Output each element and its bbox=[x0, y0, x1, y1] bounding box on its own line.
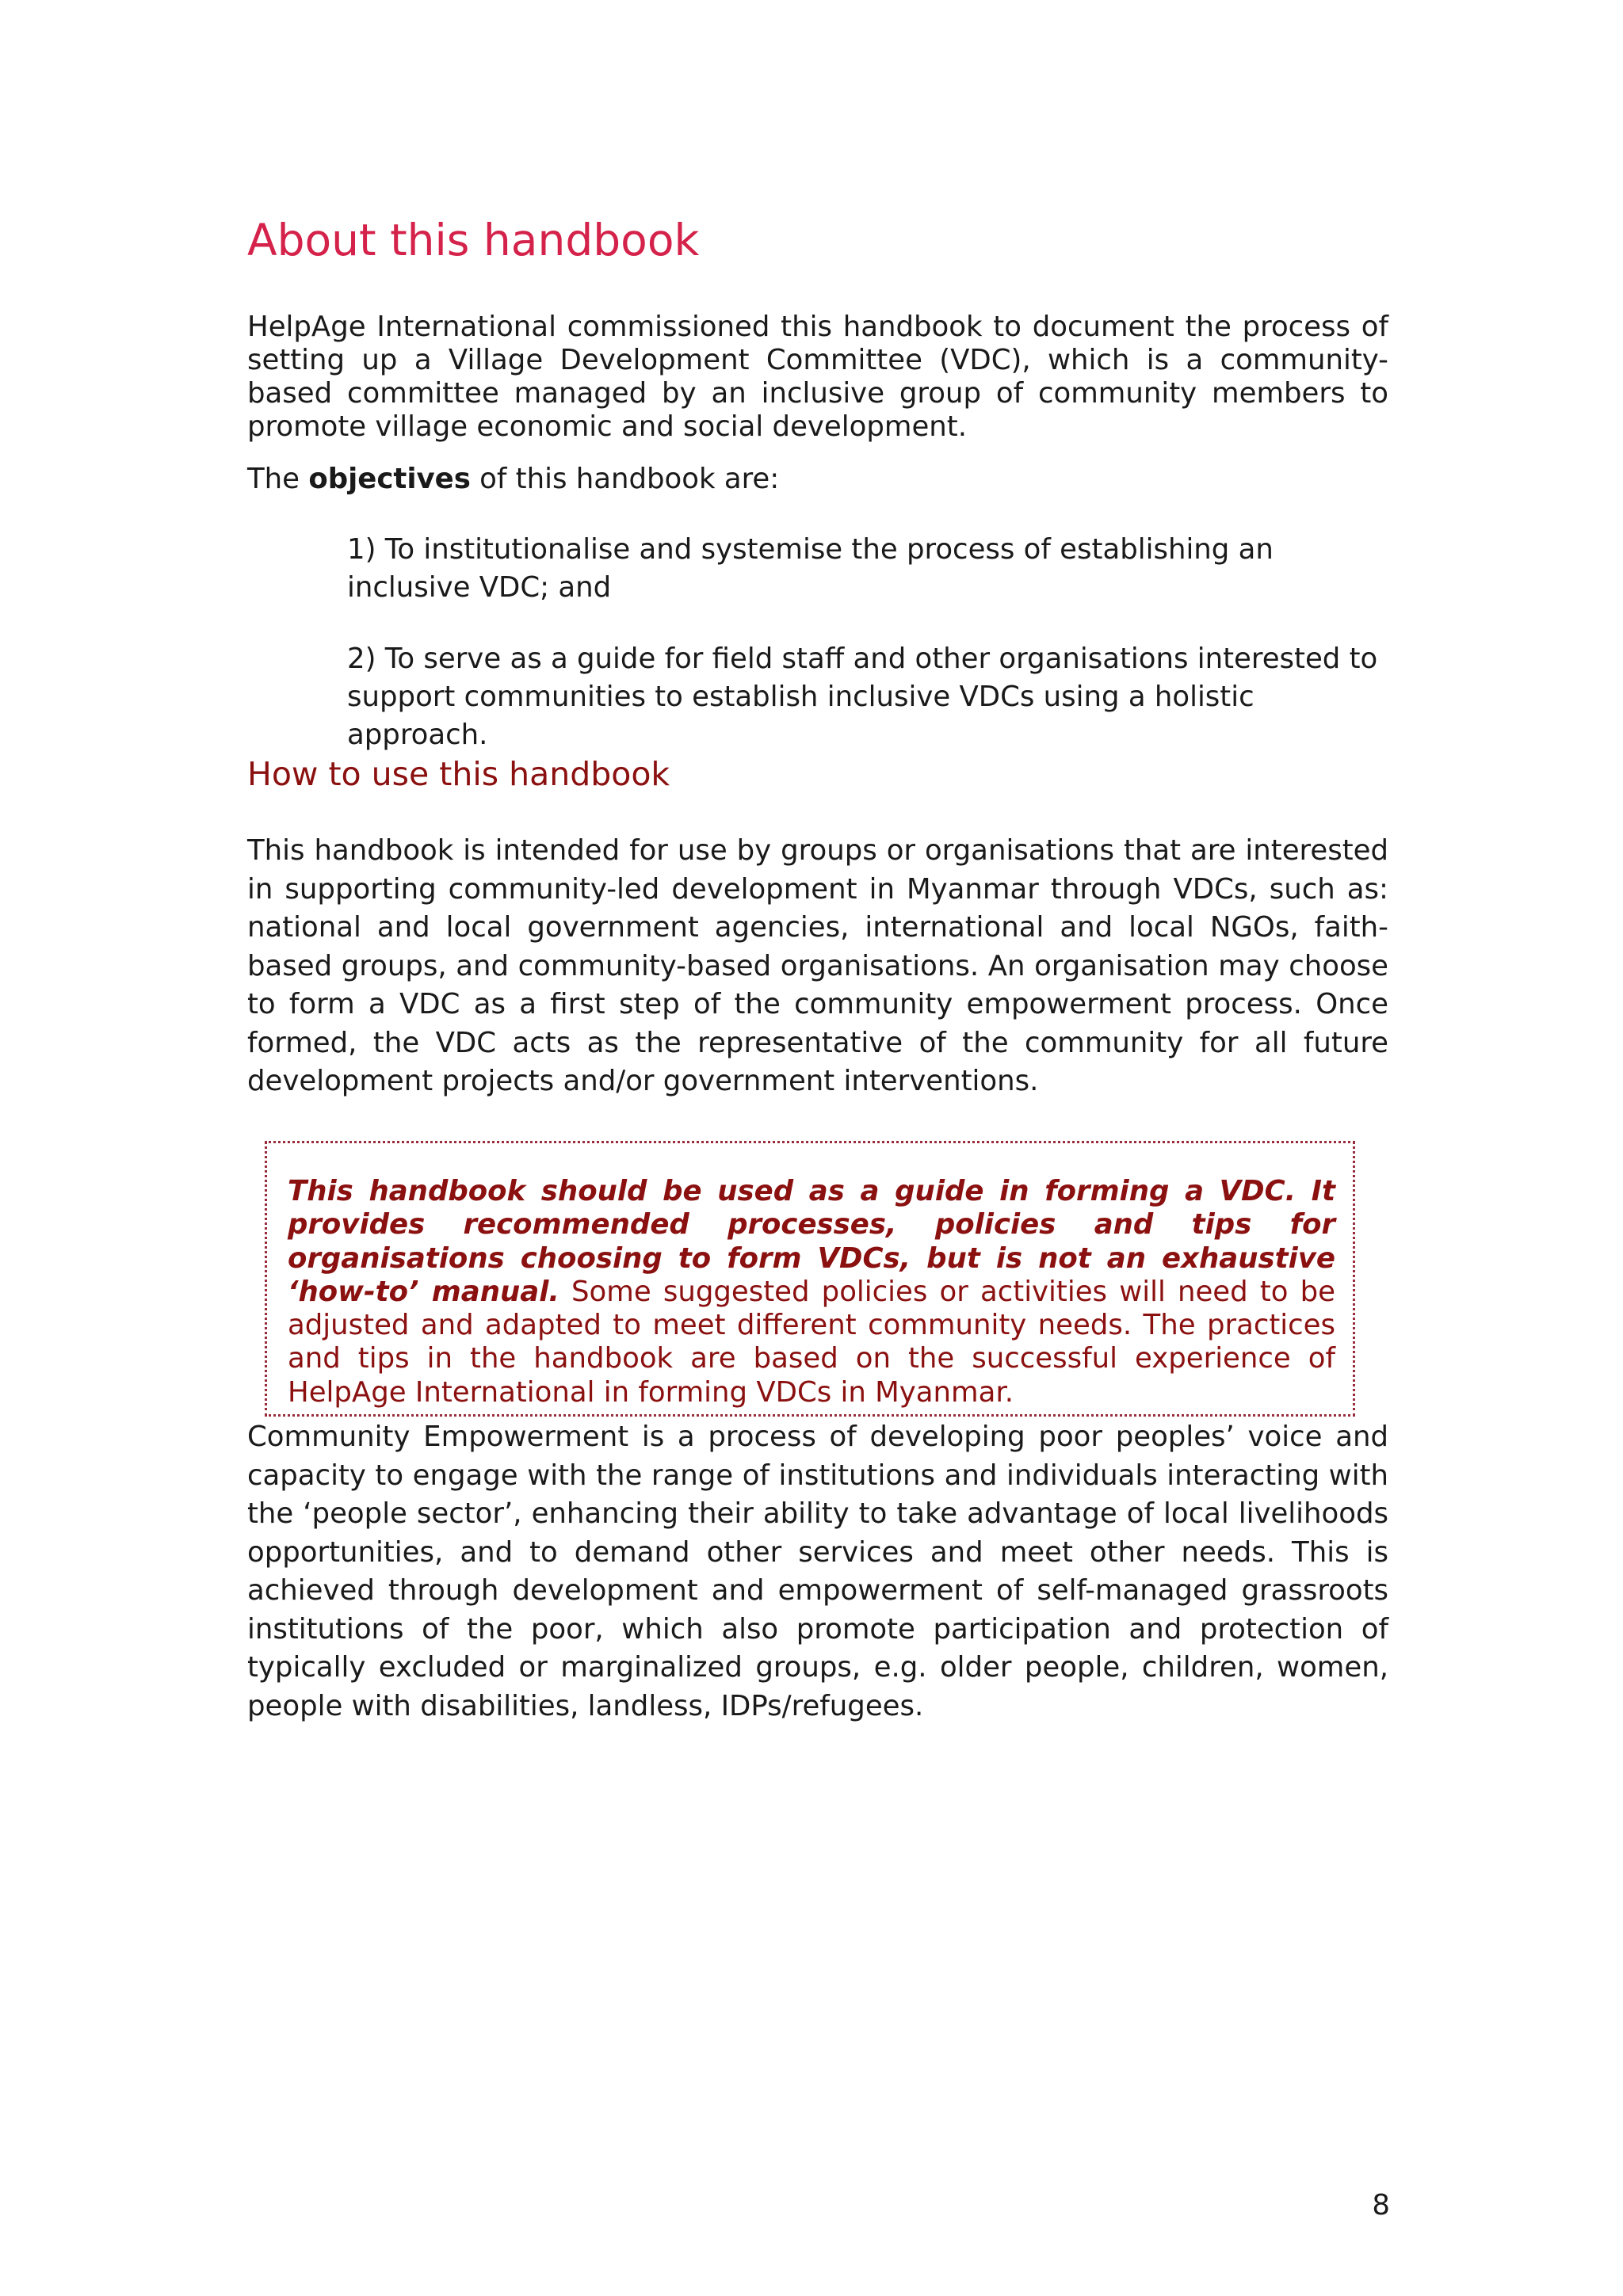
section-heading-how-to: How to use this handbook bbox=[247, 755, 670, 793]
objectives-prefix: The bbox=[247, 463, 309, 495]
callout-emphasis: This handbook should be used as a guide in forming a VDC. It provides recommended processes, policies and tips for organisations choosing to form VDCs, but is not an exhaustive ‘how-to’ manual. bbox=[288, 1175, 1335, 1308]
community-empowerment-paragraph: Community Empowerment is a process of developing poor peoples’ voice and capacity to engage with the range of institutions and individuals interacting with the ‘people sector’, enhancing their ability to take advantage of local livelihoods opportunities, and to demand other services and meet other needs. This is achieved through development and empowerment of self-managed grassroots institutions of the poor, which also promote participation and protection of typically excluded or marginalized groups, e.g. older people, children, women, people with disabilities, landless, IDPs/refugees. bbox=[247, 1421, 1388, 1722]
objectives-suffix: of this handbook are: bbox=[470, 463, 780, 495]
callout-body: Some suggested policies or activities will need to be adjusted and adapted to meet different community needs. The practices and tips in the handbook are based on the successful experience of HelpAge International in forming VDCs in Myanmar. bbox=[288, 1275, 1336, 1409]
how-to-paragraph: This handbook is intended for use by groups or organisations that are interested in supporting community-led development in Myanmar through VDCs, such as: national and local government agencies, international and local NGOs, faith-based groups, and community-based organisations. An organisation may choose to form a VDC as a first step of the community empowerment process. Once formed, the VDC acts as the representative of the community for all future development projects and/or government interventions. bbox=[247, 834, 1388, 1097]
page-title: About this handbook bbox=[247, 215, 700, 265]
callout-box bbox=[265, 1141, 1355, 1417]
objectives-lead bbox=[247, 462, 1388, 497]
callout-text bbox=[288, 1175, 1335, 1409]
objective-item-2: 2) To serve as a guide for field staff and other organisations interested to support communities to establish inclusive VDCs using a holistic approach. bbox=[347, 643, 1378, 751]
objectives-bold: objectives bbox=[308, 463, 471, 495]
page-number: 8 bbox=[1372, 2189, 1390, 2222]
intro-paragraph: HelpAge International commissioned this handbook to document the process of setting up a Village Development Committee (VDC), which is a community-based committee managed by an inclusive group of community members to promote village economic and social development. bbox=[247, 311, 1388, 443]
objective-item-1: 1) To institutionalise and systemise the process of establishing an inclusive VDC; and bbox=[347, 533, 1274, 604]
